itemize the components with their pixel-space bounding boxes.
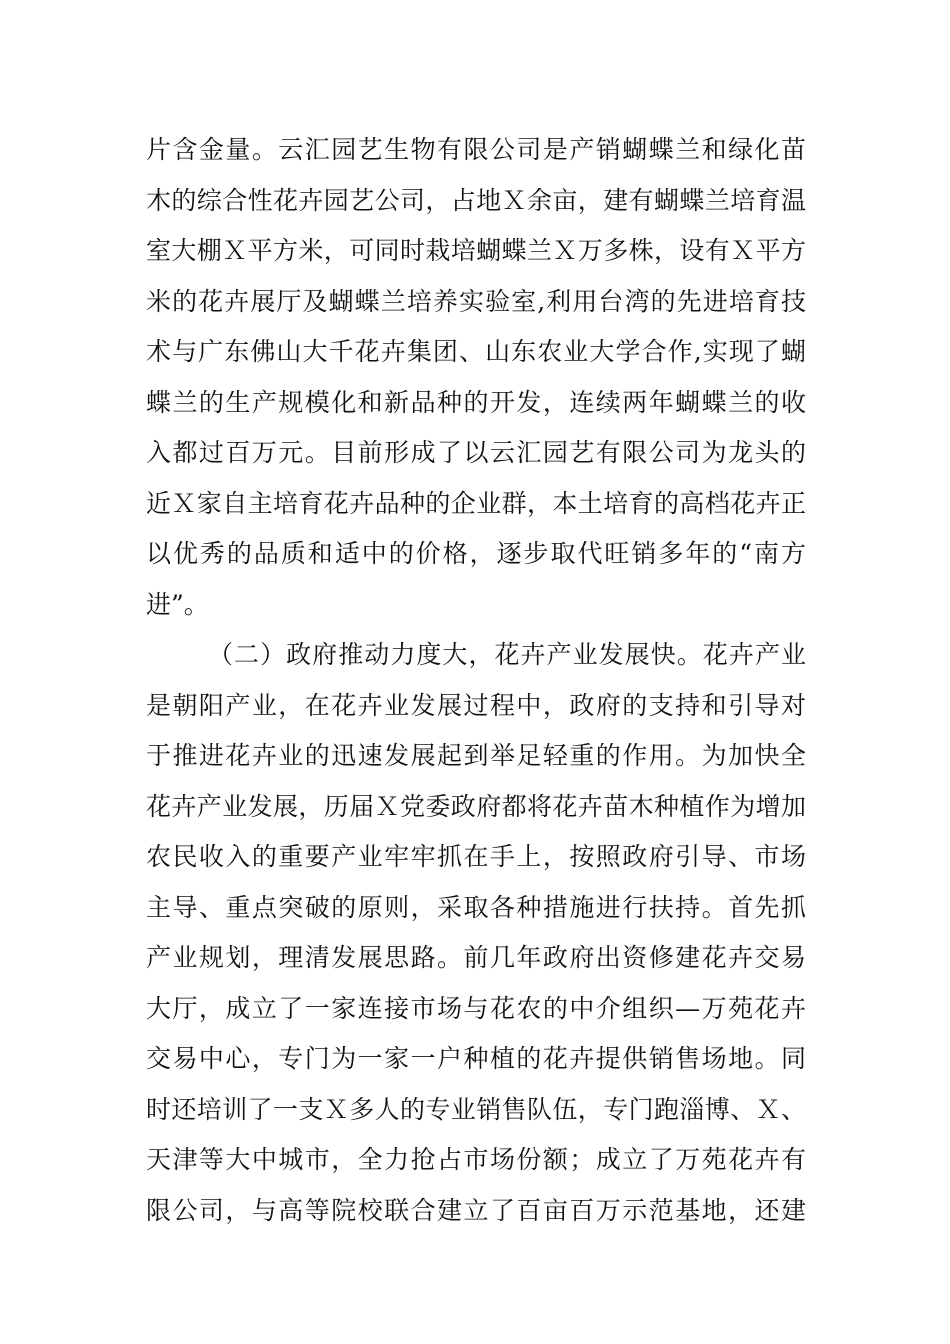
text-line: 室大棚Ｘ平方米，可同时栽培蝴蝶兰Ｘ万多株，设有Ｘ平方: [146, 236, 806, 265]
body-text: [146, 130, 806, 1241]
text-line: 蝶兰的生产规模化和新品种的开发，连续两年蝴蝶兰的收: [146, 387, 806, 417]
text-line: 大厅，成立了一家连接市场与花农的中介组织—万苑花卉: [146, 993, 806, 1023]
text-line: 交易中心，专门为一家一户种植的花卉提供销售场地。同: [146, 1044, 806, 1073]
text-line: 限公司，与高等院校联合建立了百亩百万示范基地，还建: [146, 1195, 806, 1225]
text-line: 入都过百万元。目前形成了以云汇园艺有限公司为龙头的: [146, 438, 806, 467]
text-line: 天津等大中城市，全力抢占市场份额；成立了万苑花卉有: [146, 1145, 806, 1174]
text-line: 近Ｘ家自主培育花卉品种的企业群，本土培育的高档花卉正: [146, 488, 806, 518]
text-line: 于推进花卉业的迅速发展起到举足轻重的作用。为加快全: [146, 741, 806, 770]
text-line: 是朝阳产业，在花卉业发展过程中，政府的支持和引导对: [146, 690, 806, 720]
text-line: 农民收入的重要产业牢牢抓在手上，按照政府引导、市场: [146, 842, 806, 871]
section-heading-line: （二）政府推动力度大，花卉产业发展快。花卉产业: [208, 640, 806, 669]
text-line: 以优秀的品质和适中的价格，逐步取代旺销多年的“南方: [146, 539, 806, 568]
text-line: 术与广东佛山大千花卉集团、山东农业大学合作,实现了蝴: [146, 337, 806, 366]
text-line: 片含金量。云汇园艺生物有限公司是产销蝴蝶兰和绿化苗: [146, 135, 806, 164]
text-line: 主导、重点突破的原则，采取各种措施进行扶持。首先抓: [146, 892, 806, 922]
text-line: 木的综合性花卉园艺公司，占地Ｘ余亩，建有蝴蝶兰培育温: [146, 185, 806, 215]
text-line: 时还培训了一支Ｘ多人的专业销售队伍，专门跑淄博、Ｘ、: [146, 1094, 806, 1124]
paragraph-end-line: 进”。: [146, 589, 209, 619]
text-line: 米的花卉展厅及蝴蝶兰培养实验室,利用台湾的先进培育技: [146, 286, 806, 316]
text-line: 花卉产业发展，历届Ｘ党委政府都将花卉苗木种植作为增加: [146, 791, 806, 821]
text-line: 产业规划，理清发展思路。前几年政府出资修建花卉交易: [146, 943, 806, 972]
